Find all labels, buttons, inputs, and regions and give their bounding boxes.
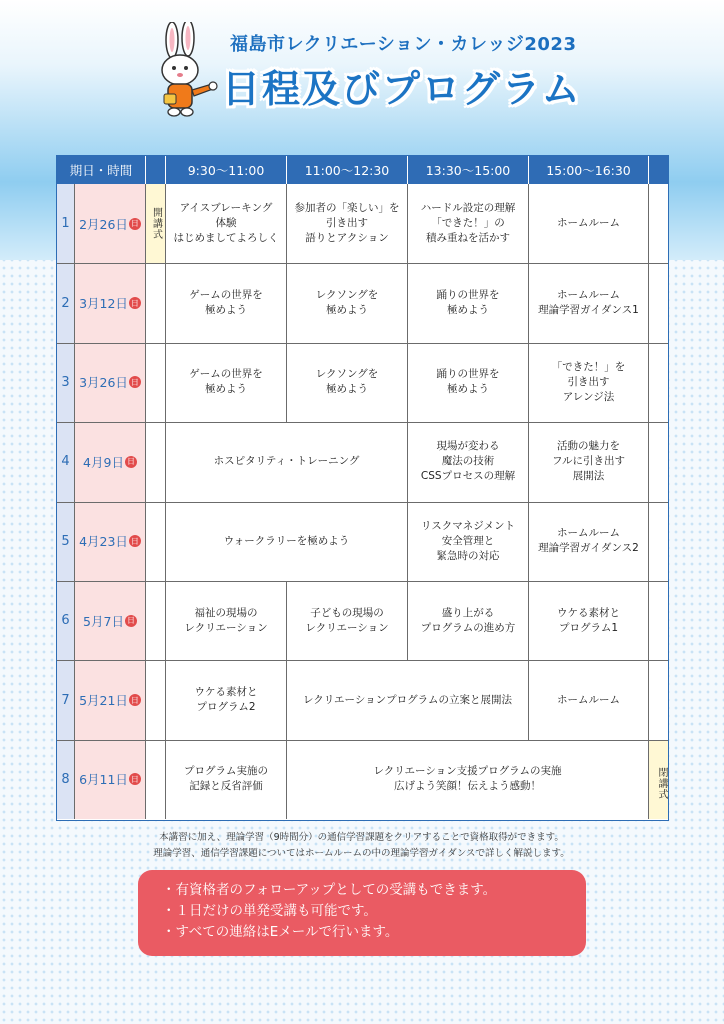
session-date — [75, 184, 146, 263]
bullet-item: ・有資格者のフォローアップとしての受講もできます。 — [162, 882, 497, 898]
program-cell: レクリエーションプログラムの立案と展開法 — [287, 660, 529, 739]
row-divider — [57, 660, 668, 661]
program-cell: 踊りの世界を 極めよう — [408, 343, 529, 422]
spacer-cell — [146, 422, 166, 501]
opening-ceremony-label: 開講式 — [146, 184, 166, 263]
program-cell: ホームルーム 理論学習ガイダンス2 — [529, 502, 649, 581]
program-cell: ホスピタリティ・トレーニング — [166, 422, 408, 501]
date-text: 6月11日 — [79, 772, 128, 788]
date-text: 3月26日 — [79, 375, 128, 391]
program-cell: ウケる素材と プログラム1 — [529, 581, 649, 660]
session-date — [75, 740, 146, 819]
weekday-badge: 日 — [130, 298, 139, 308]
session-date — [75, 343, 146, 422]
date-text: 4月23日 — [79, 534, 128, 550]
program-cell: ハードル設定の理解 「できた！」の 積み重ねを活かす — [408, 184, 529, 263]
program-cell: 踊りの世界を 極めよう — [408, 263, 529, 342]
date-text: 5月21日 — [79, 693, 128, 709]
program-cell: ホームルーム — [529, 184, 649, 263]
program-cell: 活動の魅力を フルに引き出す 展開法 — [529, 422, 649, 501]
schedule-table — [56, 155, 669, 821]
program-cell: ホームルーム — [529, 660, 649, 739]
spacer-cell — [649, 422, 668, 501]
session-date — [75, 263, 146, 342]
page-title: 日程及びプログラム — [222, 67, 582, 111]
column-header-slot-2: 11:00～12:30 — [287, 156, 408, 184]
spacer-cell — [146, 343, 166, 422]
row-divider — [57, 422, 668, 423]
program-cell: レクリエーション支援プログラムの実施 広げよう笑顔！伝えよう感動！ — [287, 740, 649, 819]
session-number: 4 — [57, 422, 75, 501]
date-text: 4月9日 — [83, 454, 124, 470]
program-cell: 子どもの現場の レクリエーション — [287, 581, 408, 660]
program-cell: ウォークラリーを極めよう — [166, 502, 408, 581]
program-cell: レクソングを 極めよう — [287, 343, 408, 422]
row-divider — [57, 502, 668, 503]
date-text: 3月12日 — [79, 296, 128, 312]
column-header-spacer-right — [649, 156, 668, 184]
subtitle: 福島市レクリエーション・カレッジ2023 — [230, 34, 577, 55]
program-cell: 福祉の現場の レクリエーション — [166, 581, 287, 660]
weekday-badge: 日 — [130, 536, 139, 546]
column-header-date: 期日・時間 — [57, 156, 146, 184]
program-cell: レクソングを 極めよう — [287, 263, 408, 342]
weekday-badge: 日 — [130, 774, 139, 784]
session-number: 5 — [57, 502, 75, 581]
date-text: 5月7日 — [83, 613, 124, 629]
column-header-slot-3: 13:30～15:00 — [408, 156, 529, 184]
closing-ceremony-label: 閉講式 — [649, 740, 668, 819]
spacer-cell — [649, 184, 668, 263]
program-cell: ゲームの世界を 極めよう — [166, 343, 287, 422]
row-divider — [57, 581, 668, 582]
session-date — [75, 422, 146, 501]
spacer-cell — [146, 581, 166, 660]
session-number: 8 — [57, 740, 75, 819]
date-text: 2月26日 — [79, 216, 128, 232]
bullet-item: ・１日だけの単発受講も可能です。 — [162, 903, 377, 919]
session-number: 1 — [57, 184, 75, 263]
program-cell: リスクマネジメント 安全管理と 緊急時の対応 — [408, 502, 529, 581]
weekday-badge: 日 — [126, 616, 135, 626]
rabbit-mascot-icon — [150, 22, 220, 122]
spacer-cell — [146, 502, 166, 581]
program-cell: 現場が変わる 魔法の技術 CSSプロセスの理解 — [408, 422, 529, 501]
program-cell: ゲームの世界を 極めよう — [166, 263, 287, 342]
program-cell: 盛り上がる プログラムの進め方 — [408, 581, 529, 660]
program-cell: 参加者の「楽しい」を 引き出す 語りとアクション — [287, 184, 408, 263]
program-cell: ホームルーム 理論学習ガイダンス1 — [529, 263, 649, 342]
row-divider — [57, 263, 668, 264]
session-date — [75, 502, 146, 581]
program-cell: プログラム実施の 記録と反省評価 — [166, 740, 287, 819]
spacer-cell — [146, 740, 166, 819]
session-number: 2 — [57, 263, 75, 342]
row-divider — [57, 343, 668, 344]
column-header-slot-4: 15:00～16:30 — [529, 156, 649, 184]
weekday-badge: 日 — [130, 219, 139, 229]
note-line-2: 理論学習、通信学習課題についてはホームルームの中の理論学習ガイダンスで詳しく解説します。 — [153, 848, 570, 859]
weekday-badge: 日 — [126, 457, 135, 467]
program-cell: ウケる素材と プログラム2 — [166, 660, 287, 739]
bullet-item: ・すべての連絡はEメールで行います。 — [162, 924, 399, 940]
info-bubble — [138, 870, 586, 956]
spacer-cell — [649, 581, 668, 660]
spacer-cell — [649, 660, 668, 739]
spacer-cell — [649, 502, 668, 581]
program-cell: 「できた！」を 引き出す アレンジ法 — [529, 343, 649, 422]
session-date — [75, 660, 146, 739]
spacer-cell — [146, 660, 166, 739]
note-line-1: 本講習に加え、理論学習（9時間分）の通信学習課題をクリアすることで資格取得ができます。 — [159, 832, 564, 843]
row-divider — [57, 740, 668, 741]
weekday-badge: 日 — [130, 377, 139, 387]
session-number: 3 — [57, 343, 75, 422]
program-cell: アイスブレーキング 体験 はじめましてよろしく — [166, 184, 287, 263]
column-header-slot-1: 9:30～11:00 — [166, 156, 287, 184]
weekday-badge: 日 — [130, 695, 139, 705]
spacer-cell — [649, 263, 668, 342]
session-number: 6 — [57, 581, 75, 660]
spacer-cell — [649, 343, 668, 422]
spacer-cell — [146, 263, 166, 342]
session-date — [75, 581, 146, 660]
column-header-spacer — [146, 156, 166, 184]
session-number: 7 — [57, 660, 75, 739]
